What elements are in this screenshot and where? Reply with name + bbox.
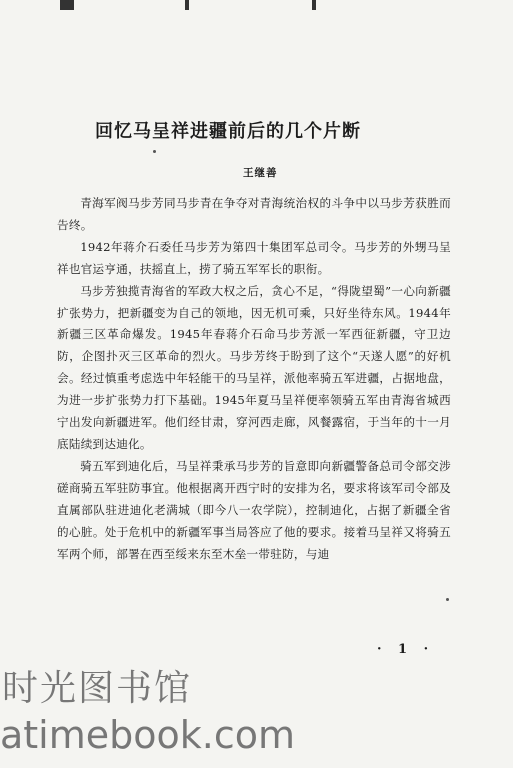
scan-speck	[153, 150, 156, 153]
scan-mark	[312, 0, 316, 10]
paragraph: 青海军阀马步芳同马步青在争夺对青海统治权的斗争中以马步芳获胜而告终。	[57, 196, 451, 232]
paragraph: 马步芳独揽青海省的军政大权之后，贪心不足，“得陇望蜀”一心向新疆扩张势力，把新疆变为自己的领地，因无机可乘，只好坐待东风。1944年新疆三区革命爆发。1945年春蒋介石命马步芳派一军西征新疆，守卫边防，企图扑灭三区革命的烈火。马步芳终于盼到了这个“天遂人愿”的好机会。经过慎重考虑选中年轻能干的马呈祥，派他率骑五军进疆，占据地盘，为进一步扩张势力打下基础。1945年夏马呈祥便率领骑五军由青海省城西宁出发向新疆进军。他们经甘肃，穿河西走廊，风餐露宿，于当年的十一月底陆续到达迪化。	[57, 283, 451, 451]
watermark-chinese: 时光图书馆	[2, 668, 193, 709]
scan-edge-marks	[0, 0, 513, 12]
scan-mark	[185, 0, 189, 10]
watermark-url: atimebook.com	[0, 713, 296, 757]
article-body	[57, 193, 451, 565]
scan-mark	[60, 0, 74, 10]
paragraph: 1942年蒋介石委任马步芳为第四十集团军总司令。马步芳的外甥马呈祥也官运亨通，扶摇直上，捞了骑五军军长的职衔。	[57, 239, 451, 276]
article-title: 回忆马呈祥进疆前后的几个片断	[95, 121, 361, 142]
page-number: · 1 ·	[377, 642, 435, 657]
author-name: 王继善	[243, 167, 278, 179]
scan-speck	[446, 598, 449, 601]
paragraph: 骑五军到迪化后，马呈祥秉承马步芳的旨意即向新疆警备总司令部交涉磋商骑五军驻防事宜。他根据离开西宁时的安排为名，要求将该军司令部及直属部队驻进迪化老满城（即今八一农学院），控制迪化，占据了新疆全省的心脏。处于危机中的新疆军事当局答应了他的要求。接着马呈祥又将骑五军两个师，部署在西至绥来东至木垒一带驻防，与迪	[57, 458, 451, 561]
